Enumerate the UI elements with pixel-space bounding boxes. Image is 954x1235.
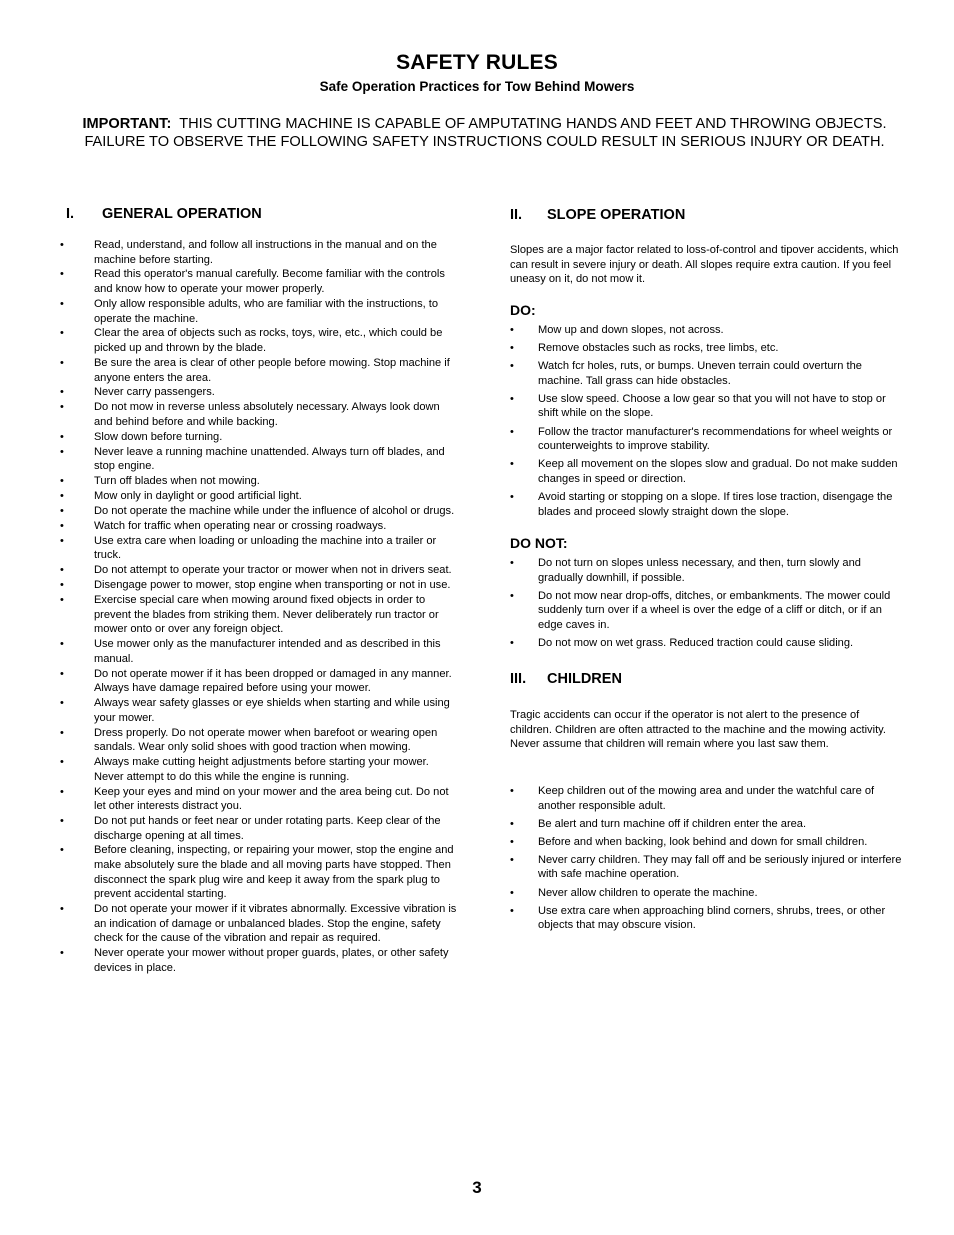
list-item-text: Use extra care when loading or unloading the machine into a trailer or truck. xyxy=(94,534,437,562)
bullet-icon: • xyxy=(60,490,64,503)
bullet-icon: • xyxy=(60,327,64,340)
list-item xyxy=(60,356,460,385)
bullet-icon: • xyxy=(60,475,64,488)
section-number: I. xyxy=(66,206,75,222)
bullet-icon: • xyxy=(510,904,514,917)
list-item xyxy=(510,886,902,901)
bullet-icon: • xyxy=(510,557,514,569)
bullet-icon: • xyxy=(510,835,514,848)
slope-do-not-list xyxy=(510,556,902,654)
section-slope-heading xyxy=(510,207,685,223)
list-item-text: Follow the tractor manufacturer's recommendations for wheel weights or counterweights to improve stability. xyxy=(538,425,893,453)
bullet-icon: • xyxy=(60,564,64,577)
list-item-text: Do not operate your mower if it vibrates abnormally. Excessive vibration is an indication of damage or unbalanced blades. Stop the engine, safety check for the cause of the vibration and repair as required. xyxy=(94,903,457,945)
section-general-heading xyxy=(66,206,262,222)
list-item xyxy=(60,474,460,489)
bullet-icon: • xyxy=(510,425,514,438)
list-item-text: Never allow children to operate the machine. xyxy=(538,886,758,899)
list-item-text: Before and when backing, look behind and down for small children. xyxy=(538,835,868,848)
list-item-text: Watch for traffic when operating near or crossing roadways. xyxy=(94,519,387,532)
list-item-text: Keep all movement on the slopes slow and gradual. Do not make sudden changes in speed or direction. xyxy=(538,458,898,485)
bullet-icon: • xyxy=(60,239,64,251)
children-intro: Tragic accidents can occur if the operator is not alert to the presence of children. Children are often attracted to the machine and the mowing activity. Never assume that children will remain where you last saw them. xyxy=(510,709,886,751)
list-item xyxy=(60,267,460,296)
list-item xyxy=(60,504,460,519)
list-item-text: Remove obstacles such as rocks, tree limbs, etc. xyxy=(538,342,779,355)
general-operation-list xyxy=(60,238,460,976)
slope-do-list xyxy=(510,323,902,523)
bullet-icon: • xyxy=(60,814,64,827)
list-item-text: Always make cutting height adjustments before starting your mower. Never attempt to do this while the engine is running. xyxy=(94,756,429,783)
bullet-icon: • xyxy=(510,636,514,649)
list-item xyxy=(60,785,460,814)
list-item-text: Disengage power to mower, stop engine when transporting or not in use. xyxy=(94,579,451,592)
list-item-text: Do not put hands or feet near or under rotating parts. Keep clear of the discharge opening at all times. xyxy=(94,814,441,842)
list-item xyxy=(510,784,902,813)
section-title: SLOPE OPERATION xyxy=(547,207,686,223)
list-item xyxy=(510,835,902,850)
list-item xyxy=(510,425,902,454)
bullet-icon: • xyxy=(60,534,64,547)
list-item xyxy=(510,904,902,933)
list-item-text: Do not operate the machine while under the influence of alcohol or drugs. xyxy=(94,504,455,517)
list-item xyxy=(510,490,902,519)
list-item-text: Dress properly. Do not operate mower when barefoot or wearing open sandals. Wear only solid shoes with good traction when mowing. xyxy=(94,726,438,754)
list-item-text: Use extra care when approaching blind corners, shrubs, trees, or other objects that may obscure vision. xyxy=(538,904,886,932)
bullet-icon: • xyxy=(60,756,64,769)
list-item xyxy=(60,696,460,725)
bullet-icon: • xyxy=(60,638,64,651)
list-item xyxy=(60,238,460,267)
bullet-icon: • xyxy=(60,356,64,369)
list-item xyxy=(60,326,460,355)
list-item-text: Watch fcr holes, ruts, or bumps. Uneven terrain could overturn the machine. Tall grass can hide obstacles. xyxy=(538,360,862,387)
list-item xyxy=(510,341,902,356)
list-item xyxy=(60,430,460,445)
important-warning xyxy=(72,115,897,151)
list-item xyxy=(510,817,902,832)
bullet-icon: • xyxy=(60,268,64,281)
list-item-text: Do not operate mower if it has been dropped or damaged in any manner. Always have damage repaired before using your mower. xyxy=(94,667,452,695)
list-item-text: Never carry passengers. xyxy=(94,386,215,399)
bullet-icon: • xyxy=(60,903,64,916)
list-item xyxy=(510,556,902,585)
bullet-icon: • xyxy=(60,386,64,399)
bullet-icon: • xyxy=(510,886,514,899)
list-item xyxy=(60,637,460,666)
list-item-text: Do not mow on wet grass. Reduced traction could cause sliding. xyxy=(538,636,854,649)
bullet-icon: • xyxy=(60,297,64,310)
bullet-icon: • xyxy=(510,490,514,503)
list-item-text: Be alert and turn machine off if children enter the area. xyxy=(538,817,807,830)
list-item-text: Avoid starting or stopping on a slope. If tires lose traction, disengage the blades and proceed slowly straight down the slope. xyxy=(538,490,893,518)
list-item-text: Do not mow in reverse unless absolutely necessary. Always look down and behind before and while backing. xyxy=(94,401,440,428)
bullet-icon: • xyxy=(60,697,64,710)
bullet-icon: • xyxy=(60,430,64,443)
bullet-icon: • xyxy=(60,401,64,414)
bullet-icon: • xyxy=(510,342,514,355)
list-item-text: Clear the area of objects such as rocks, toys, wire, etc., which could be picked up and thrown by the blade. xyxy=(94,327,443,355)
list-item-text: Use slow speed. Choose a low gear so that you will not have to stop or shift while on the slope. xyxy=(538,392,886,420)
section-number: II. xyxy=(510,207,523,223)
list-item-text: Exercise special care when mowing around fixed objects in order to prevent the blades from striking them. Never deliberately run tractor or mower onto or over any foreign object. xyxy=(94,594,439,636)
bullet-icon: • xyxy=(60,579,64,592)
list-item-text: Read, understand, and follow all instructions in the manual and on the machine before starting. xyxy=(94,239,437,266)
list-item xyxy=(60,385,460,400)
list-item-text: Before cleaning, inspecting, or repairing your mower, stop the engine and make absolutely sure the blade and all moving parts have stopped. Then disconnect the spark plug wire and keep it away from the spark plug to prevent accidental starting. xyxy=(94,844,454,901)
list-item xyxy=(510,636,902,651)
list-item xyxy=(60,489,460,504)
section-children-heading xyxy=(510,671,622,687)
list-item-text: Use mower only as the manufacturer intended and as described in this manual. xyxy=(94,638,441,665)
list-item-text: Read this operator's manual carefully. Become familiar with the controls and know how to operate your mower properly. xyxy=(94,268,445,296)
list-item xyxy=(60,755,460,784)
list-item-text: Do not attempt to operate your tractor or mower when not in drivers seat. xyxy=(94,564,452,577)
bullet-icon: • xyxy=(510,360,514,373)
list-item xyxy=(510,853,902,882)
bullet-icon: • xyxy=(510,324,514,336)
children-list xyxy=(510,784,902,936)
bullet-icon: • xyxy=(60,785,64,798)
list-item xyxy=(510,589,902,633)
list-item-text: Do not mow near drop-offs, ditches, or embankments. The mower could suddenly turn over if a wheel is over the edge of a cliff or ditch, or if an edge caves in. xyxy=(538,589,891,631)
list-item xyxy=(60,902,460,946)
list-item xyxy=(60,946,460,975)
list-item xyxy=(60,563,460,578)
list-item-text: Be sure the area is clear of other people before mowing. Stop machine if anyone enters the area. xyxy=(94,356,450,384)
list-item-text: Do not turn on slopes unless necessary, and then, turn slowly and gradually downhill, if possible. xyxy=(538,557,861,584)
list-item xyxy=(60,578,460,593)
bullet-icon: • xyxy=(510,785,514,797)
section-title: GENERAL OPERATION xyxy=(102,206,262,222)
page-subtitle: Safe Operation Practices for Tow Behind Mowers xyxy=(319,79,635,94)
list-item xyxy=(60,814,460,843)
bullet-icon: • xyxy=(60,947,64,960)
bullet-icon: • xyxy=(510,817,514,830)
list-item xyxy=(60,297,460,326)
bullet-icon: • xyxy=(510,392,514,405)
list-item-text: Always wear safety glasses or eye shields when starting and while using your mower. xyxy=(94,697,450,724)
list-item-text: Slow down before turning. xyxy=(94,430,223,443)
bullet-icon: • xyxy=(510,589,514,602)
list-item xyxy=(60,726,460,755)
page-number: 3 xyxy=(472,1178,482,1197)
list-item-text: Never leave a running machine unattended. Always turn off blades, and stop engine. xyxy=(94,445,445,473)
list-item xyxy=(510,392,902,421)
list-item xyxy=(60,445,460,474)
bullet-icon: • xyxy=(60,519,64,532)
list-item xyxy=(510,359,902,388)
bullet-icon: • xyxy=(60,667,64,680)
bullet-icon: • xyxy=(510,853,514,866)
important-label: IMPORTANT: xyxy=(82,116,172,132)
list-item xyxy=(60,593,460,637)
page-title: SAFETY RULES xyxy=(396,51,558,74)
list-item xyxy=(510,323,902,338)
list-item xyxy=(60,534,460,563)
list-item xyxy=(60,667,460,696)
list-item xyxy=(60,843,460,901)
bullet-icon: • xyxy=(60,844,64,857)
list-item xyxy=(60,400,460,429)
do-not-heading: DO NOT: xyxy=(510,535,568,551)
list-item-text: Mow up and down slopes, not across. xyxy=(538,324,724,336)
list-item-text: Never carry children. They may fall off and be seriously injured or interfere with safe machine operation. xyxy=(538,853,902,881)
list-item-text: Mow only in daylight or good artificial light. xyxy=(94,490,302,503)
section-number: III. xyxy=(510,671,527,687)
do-heading: DO: xyxy=(510,302,536,318)
bullet-icon: • xyxy=(60,726,64,739)
list-item-text: Never operate your mower without proper guards, plates, or other safety devices in place. xyxy=(94,947,449,974)
important-text: THIS CUTTING MACHINE IS CAPABLE OF AMPUTATING HANDS AND FEET AND THROWING OBJECTS. FAILURE TO OBSERVE THE FOLLOWING SAFETY INSTRUCTIONS COULD RESULT IN SERIOUS INJURY OR DEATH. xyxy=(84,116,887,150)
slope-intro: Slopes are a major factor related to loss-of-control and tipover accidents, which can result in severe injury or death. All slopes require extra caution. If you feel uneasy on it, do not mow it. xyxy=(510,244,899,286)
bullet-icon: • xyxy=(60,594,64,606)
list-item-text: Turn off blades when not mowing. xyxy=(94,475,260,488)
bullet-icon: • xyxy=(60,445,64,458)
list-item-text: Keep children out of the mowing area and under the watchful care of another responsible adult. xyxy=(538,785,875,812)
section-title: CHILDREN xyxy=(547,671,622,687)
bullet-icon: • xyxy=(60,504,64,517)
list-item xyxy=(510,457,902,486)
list-item-text: Only allow responsible adults, who are familiar with the instructions, to operate the machine. xyxy=(94,297,439,325)
list-item xyxy=(60,519,460,534)
list-item-text: Keep your eyes and mind on your mower and the area being cut. Do not let other interests distract you. xyxy=(94,785,449,813)
bullet-icon: • xyxy=(510,458,514,471)
